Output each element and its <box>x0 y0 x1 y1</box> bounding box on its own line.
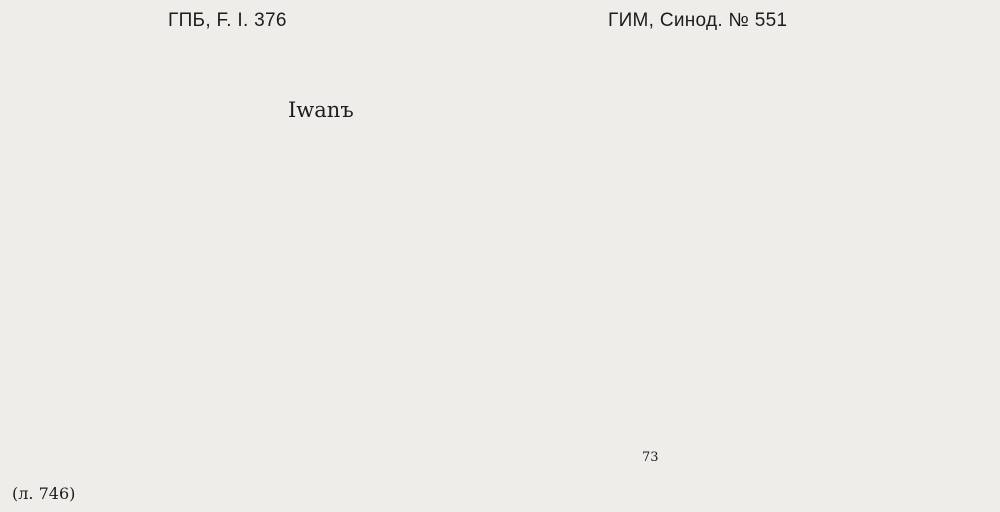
section-title: Iwanъ <box>288 98 354 122</box>
left-column-text-region <box>14 142 490 452</box>
left-column-heading: ГПБ, F. I. 376 <box>168 10 287 31</box>
right-column-heading: ГИМ, Синод. № 551 <box>608 10 788 31</box>
folio-reference: (л. 746) <box>12 484 76 503</box>
right-column-text-region <box>518 52 988 490</box>
footnote-number: 73 <box>642 450 659 465</box>
